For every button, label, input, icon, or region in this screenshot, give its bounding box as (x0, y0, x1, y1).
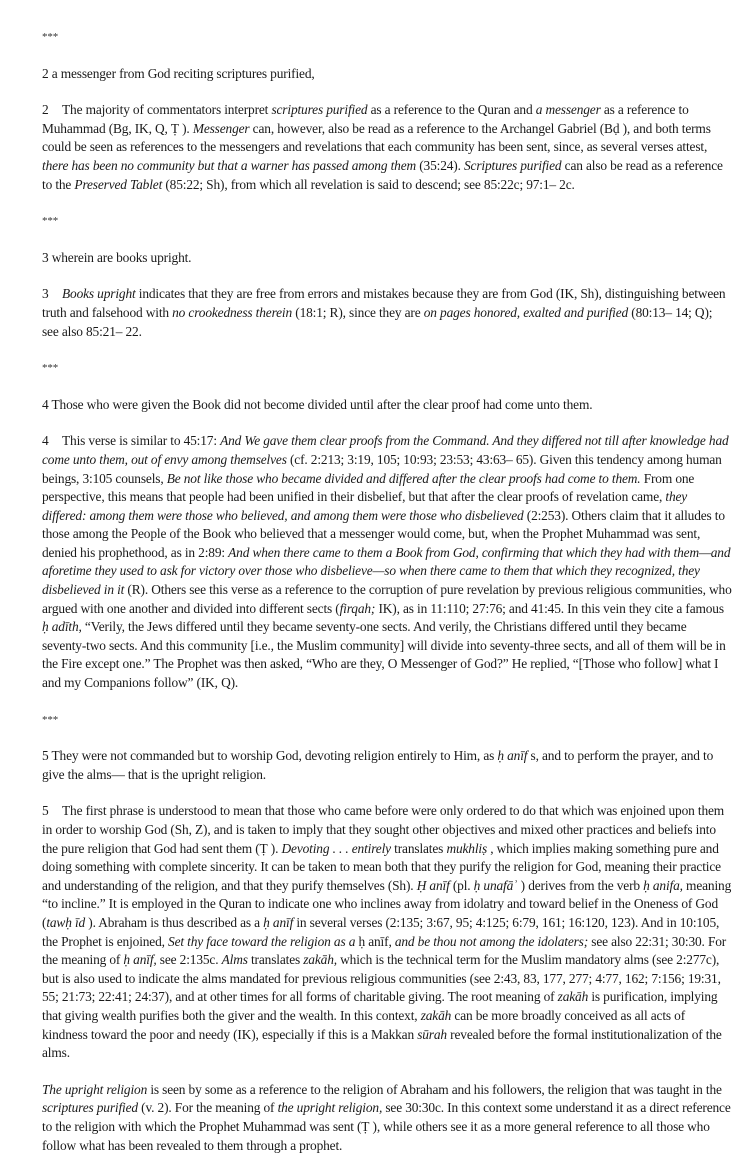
italic-text: Devoting . . . entirely (281, 840, 391, 856)
italic-text: a messenger (535, 102, 601, 118)
section-separator: *** (42, 713, 59, 726)
document-page (42, 28, 732, 1173)
italic-text: no crookedness therein (172, 304, 293, 320)
italic-text: zakāh (420, 1007, 452, 1023)
italic-text: Scriptures purified (464, 157, 562, 173)
text-run: can be more broadly conceived as all acts of kindness toward the poor and needy (IK), especially if this is a Makkan (42, 1007, 686, 1042)
italic-text: firqah; (339, 600, 376, 616)
italic-text: ḥ anīf (497, 748, 528, 764)
text-run: which is the technical term for the Muslim mandatory alms (see 2:277c), but is also used to indicate the alms mandated for previous religious communities (see 2:43, 83, 177, 277; 4:77, 162; 7:156; 19:31, 55; 21:73; 22:41; 24:37), and at other times for all forms of charitable giving. The root meaning of (42, 952, 721, 1005)
text-run: This verse is similar to 45:17: (62, 433, 221, 449)
italic-text: And when there came to them a Book from God, confirming that which they had with them—and aforetime they used to ask for victory over those who disbelieve—so when there came to them that which they recognized, they disbelieved in it (42, 544, 731, 598)
text-run: meaning “to incline.” It is employed in the Quran to indicate one who inclines away from idolatry and toward belief in the Oneness of God ( (42, 877, 732, 930)
italic-text: scriptures purified (42, 1100, 138, 1116)
italic-text: ḥ adīth, (42, 619, 82, 635)
text-run: (80:13– 14; Q); see also 85:21– 22. (42, 304, 713, 339)
verse-text (42, 747, 732, 784)
italic-text: scriptures purified (271, 102, 368, 118)
text-run: ḥ anīf, (355, 933, 395, 949)
commentary-paragraph (42, 802, 732, 1062)
italic-text: ḥ anīf, (123, 952, 157, 968)
italic-text: Alms (221, 952, 248, 968)
text-run: 5 They were not commanded but to worship God, devoting religion entirely to Him, as (42, 748, 498, 764)
italic-text: ḥ anīf (263, 914, 294, 930)
commentary-number: 4 (42, 433, 49, 449)
text-run: The first phrase is understood to mean that those who came before were only ordered to do that which was enjoined upon them in order to worship God (Sh, Z), and is taken to imply that they sought other objectives and mixed other practices and beliefs into the pure religion that God had sent them (Ṭ ). (42, 803, 725, 856)
commentary-paragraph (42, 285, 732, 341)
text-run: as a reference to Muhammad (Bg, IK, Q, Ṭ ). (42, 102, 689, 136)
italic-text: the upright religion, (277, 1100, 383, 1116)
text-run: translates (390, 840, 447, 856)
italic-text: and be thou not among the idolaters; (394, 933, 589, 949)
text-run: “Verily, the Jews differed until they became seventy-one sects. And verily, the Christians differed until they became seventy-two sects. And this community [i.e., the Muslim community] will divide into seventy-three sects, and all of them will be in the Fire except one.” The Prophet was then asked, “Who are they, O Messenger of God?” He replied, “[Those who follow] what I and my Companions follow” (IK, Q). (42, 619, 726, 691)
text-run: in several verses (2:135; 3:67, 95; 4:125; 6:79, 161; 16:120, 123). And in 10:105, the Prophet is enjoined, (42, 914, 720, 949)
text-run: (35:24). (416, 157, 464, 173)
text-run: can, however, also be read as a reference to the Archangel Gabriel (Bḍ ), and both terms could be seen as references to the messengers and revelations that each community has been sent, since, as several verses attest, (42, 120, 711, 155)
italic-text: Preserved Tablet (74, 176, 163, 192)
commentary-number: 5 (42, 803, 49, 819)
text-run: The majority of commentators interpret (62, 102, 272, 118)
italic-text: zakāh (557, 989, 589, 1005)
verse-text: 4 Those who were given the Book did not become divided until after the clear proof had come unto them. (42, 396, 593, 412)
verse-text: 2 a messenger from God reciting scriptures purified, (42, 65, 315, 81)
text-run: (cf. 2:213; 3:19, 105; 10:93; 23:53; 43:63– 65). Given this tendency among human beings, 3:105 counsels, (42, 451, 722, 486)
text-run: is purification, implying that giving wealth purifies both the giver and the wealth. In this context, (42, 989, 718, 1023)
text-run: see also 22:31; 30:30. For the meaning of (42, 933, 727, 968)
italic-text: there has been no community but that a warner has passed among them (42, 157, 417, 173)
text-run: revealed before the formal institutionalization of the alms. (42, 1026, 722, 1061)
commentary-number: 2 (42, 102, 49, 118)
text-run: see 2:135c. (156, 952, 222, 968)
italic-text: Ḥ anīf (416, 877, 450, 893)
text-run: From one perspective, this means that people had been unified in their disbelief, but that after the clear proofs of revelation came, (42, 470, 695, 505)
italic-text: they differed: among them were those who believed, and among them were those who disbelieved (42, 489, 688, 523)
italic-text: The upright religion (42, 1081, 148, 1097)
text-run: , which implies making something pure and doing something with complete sincerity. It can be taken to mean both that they purify the religion for God, meaning their practice and understanding of the religion, and that they purify themselves (Sh). (42, 840, 721, 893)
text-run: see 30:30c. In this context some understand it as a direct reference to the religion with which the Prophet Muhammad was sent (Ṭ ), while others see it as a more general reference to all those who follow what has been revealed to them through a prophet. (42, 1100, 731, 1153)
text-run: s, and to perform the prayer, and to give the alms— that is the upright religion. (42, 748, 714, 782)
commentary-paragraph (42, 101, 732, 194)
text-run: ) derives from the verb (517, 877, 644, 893)
text-run: IK), as in 11:110; 27:76; and 41:45. In this vein they cite a famous (375, 600, 724, 616)
section-separator: *** (42, 362, 59, 375)
text-run: as a reference to the Quran and (367, 102, 536, 118)
text-run: can also be read as a reference to the (42, 157, 723, 192)
italic-text: tawḥ īd (46, 914, 86, 930)
text-run: is seen by some as a reference to the religion of Abraham and his followers, the religion that was taught in the (147, 1081, 722, 1097)
text-run: (R). Others see this verse as a reference to the corruption of pure revelation by previous religious communities, who argued with one another and divided into different sects ( (42, 582, 732, 616)
italic-text: Books upright (62, 286, 136, 302)
text-run: (18:1; R), since they are (292, 304, 424, 320)
italic-text: And We gave them clear proofs from the Command. And they differed not till after knowledge had come unto them, out of envy among themselves (42, 433, 729, 467)
text-run: (2:253). Others claim that it alludes to those among the People of the Book who believed that a messenger would come, but, when the Prophet Muhammad was sent, denied his prophethood, as in 2:89: (42, 507, 725, 560)
italic-text: zakāh, (303, 952, 337, 968)
commentary-number: 3 (42, 286, 49, 302)
italic-text: Be not like those who became divided and differed after the clear proofs had come to them. (166, 470, 641, 486)
italic-text: ḥ unafāʾ (473, 877, 518, 893)
italic-text: ḥ anifa, (643, 877, 683, 893)
italic-text: Messenger (192, 120, 250, 136)
italic-text: Set thy face toward the religion as a (168, 933, 356, 949)
commentary-paragraph (42, 432, 732, 692)
text-run: ). Abraham is thus described as a (85, 914, 264, 930)
text-run: (v. 2). For the meaning of (137, 1100, 278, 1116)
section-separator: *** (42, 31, 59, 43)
commentary-paragraph (42, 1081, 732, 1155)
verse-text: 3 wherein are books upright. (42, 249, 192, 265)
text-run: translates (247, 952, 304, 968)
text-run: indicates that they are free from errors and mistakes because they are from God (IK, Sh), distinguishing between truth and falsehood with (42, 286, 726, 320)
italic-text: on pages honored, exalted and purified (423, 304, 629, 320)
text-run: (85:22; Sh), from which all revelation is said to descend; see 85:22c; 97:1– 2c. (162, 176, 575, 192)
italic-text: sūrah (417, 1026, 447, 1042)
text-run: (pl. (449, 877, 474, 893)
italic-text: mukhliṣ (446, 840, 488, 856)
section-separator: *** (42, 215, 59, 228)
